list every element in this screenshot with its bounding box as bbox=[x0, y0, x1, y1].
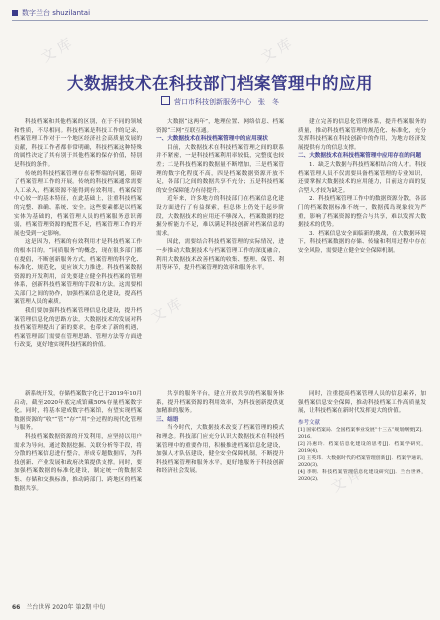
watermark: 文 库 bbox=[328, 465, 365, 496]
paragraph: 新系统开发，存储档案数字化已于2019年10月启动，截至2020年底完成馆藏50%存量档案数字化。同时，将基本建成数字档案馆，有望实现档案数据资源的“收”“管”“存”“用”全过程的现代化管理与服务。 bbox=[14, 391, 142, 432]
paragraph: 因此，需要结合科技档案管理的实际情况，进一步推动大数据技术与档案管理工作的深度融合，利用大数据技术改善档案的收集、整理、保管、利用等环节，提升档案管理的效率和服务水平。 bbox=[156, 239, 284, 272]
column-1 bbox=[14, 118, 142, 382]
section-heading: 三、结语 bbox=[156, 416, 179, 423]
paragraph: 当今时代，大数据技术改变了档案管理的模式和理念。科技部门应充分认识大数据技术在科技档案管理中的重要作用，积极推进档案信息化建设，加强人才队伍建设，健全安全保障机制，不断提升科技档案管理和服务水平，更好地服务于科技创新和经济社会发展。 bbox=[156, 425, 284, 475]
journal-info: 兰台世界 2020年 第2期 中旬 bbox=[26, 604, 106, 611]
paragraph: 3．档案信息安全面临新的挑战，在大数据环境下，科技档案数据的存储、传输和利用过程中存在安全风险，需要建立健全安全保障机制。 bbox=[298, 230, 426, 254]
watermark: 文 库 bbox=[148, 295, 185, 326]
header-square-icon bbox=[12, 10, 18, 16]
paragraph: 建立完善的信息化管理体系，提升档案服务的质量，推动科技档案管理的规范化、标准化，充分发挥科技档案在科技创新中的作用，为地方经济发展提供有力的信息支撑。 bbox=[298, 119, 426, 151]
header-rule bbox=[12, 20, 428, 21]
author-box-icon bbox=[161, 96, 170, 105]
watermark: 文 库 bbox=[38, 35, 75, 66]
column-2 bbox=[156, 118, 284, 382]
author-text: 营口市科技创新服务中心 张 冬 bbox=[174, 98, 279, 106]
paragraph: 共享的服务平台，建立开放共享的档案服务体系，提升档案资源的利用效率，为科技创新提供更加精准的服务。 bbox=[156, 391, 284, 415]
paragraph: 我们要加强科技档案管理信息化建设，提升档案管理信息化的思路方法，大数据技术的发展对科技档案管理提出了新的要求，也带来了新的机遇，档案管理部门需要在管理思路、管理方法等方面进行改变，更好地实现科技档案的价值。 bbox=[14, 308, 142, 349]
column-2-lower bbox=[156, 390, 284, 590]
watermark: 文 库 bbox=[258, 35, 295, 66]
author-line bbox=[0, 96, 440, 107]
section-label: 数字兰台 shuzilantai bbox=[22, 9, 91, 17]
paragraph: 1．缺乏大数据与科技档案相结合的人才。科技档案管理人员不仅需要具备档案管理的专业知识，还要掌握大数据技术的应用能力，目前这方面的复合型人才较为缺乏。 bbox=[298, 161, 426, 194]
paragraph: 近年来，许多地方的科技部门在档案信息化建设方面进行了有益探索，但总体上仍处于起步阶段，大数据技术的应用还不够深入，档案数据的挖掘分析能力不足，难以满足科技创新对档案信息的需求。 bbox=[156, 196, 284, 237]
section-heading: 二、大数据技术在科技档案管理中应用存在的问题 bbox=[298, 153, 422, 160]
column-1-lower bbox=[14, 390, 142, 590]
paragraph: 目前，大数据技术在科技档案管理之间的联系并不紧密，一是科技档案利用率较低，完整度也较差；二是科技档案的数据量不断增加，三是档案管理的数字化程度不高，四是档案数据资源开放不足，各部门之间的数据共享不充分；五是科技档案的安全保障能力有待提升。 bbox=[156, 144, 284, 194]
paragraph: 大数据“这两年”，地理位置、网络信息、档案资源“三网”互联互通。 bbox=[156, 119, 284, 134]
column-3 bbox=[298, 118, 426, 382]
section-heading: 一、大数据技术在科技档案管理中的应用现状 bbox=[156, 136, 268, 143]
paragraph: 科技档案数据资源的开发利用，应坚持以用户需求为导向，通过数据挖掘、关联分析等手段，将分散的档案信息进行整合，形成专题数据库，为科技创新、产业发展和政府决策提供支撑。同时，要加强档案数据的标准化建设，制定统一的数据采集、存储和交换标准，推动跨部门、跨地区的档案数据共享。 bbox=[14, 433, 142, 492]
article-title: 大数据技术在科技部门档案管理中的应用 bbox=[67, 74, 373, 93]
paragraph: 传统的科技档案管理存在着弊端的问题，阻碍了档案管理工作的开展。传统的科技档案通常需要人工录入，档案资源不能得到有效利用，档案保管中心较一的基本特征，在此基础上，注重科技档案的完整、准确、系统、安全。这些要素都是以档案实体为基础的，档案管理人员的档案服务意识薄弱，档案管理资源的配置不足，档案管理工作的开展也受到一定影响。 bbox=[14, 170, 142, 237]
page-number: 66 bbox=[12, 604, 21, 611]
reference-item: [1] 国家档案局．全国档案事业发展“十三五”规划纲要[Z]．2016． bbox=[298, 427, 426, 440]
reference-item: [4] 李明．科技档案管理信息化建设研究[J]．兰台世界，2020(2)． bbox=[298, 469, 426, 482]
references-title: 参考文献 bbox=[298, 419, 321, 426]
paragraph: 2．科技档案管理工作中的数据资源分散，各部门的档案数据标准不统一，数据孤岛现象较为严重，影响了档案资源的整合与共享，难以发挥大数据技术的优势。 bbox=[298, 196, 426, 229]
references bbox=[298, 420, 426, 483]
reference-item: [2] 冯惠玲．档案信息化建设的思考[J]．档案学研究，2019(4)． bbox=[298, 441, 426, 454]
column-3-lower bbox=[298, 390, 426, 590]
paragraph: 这是因为，档案的有效利用才是科技档案工作的根本目的。“同质服务”的概念，现在很多部门都在提倡，不断创新服务方式，档案管理的科学化、标准化、规范化，更应该大力推进。科技档案数据资源的开发利用，首先要建立健全科技档案的管理体系，创新科技档案管理的手段和方法。这需要相关部门之间的协作，加强档案信息化建设，提高档案管理人员的素质。 bbox=[14, 239, 142, 306]
reference-item: [3] 王英玮．大数据时代的档案管理创新[J]．档案学通讯，2020(3)． bbox=[298, 455, 426, 468]
paragraph: 同时，注重提高档案管理人员的信息素养，加强档案信息安全保障，推动科技档案工作高质量发展，让科技档案在新时代发挥更大的价值。 bbox=[298, 391, 426, 415]
page-footer bbox=[12, 602, 428, 612]
paragraph: 科技档案和其他档案的区别，在于不同的领域和性质，不尽相同。科技档案是科技工作的记录，档案管理工作对于一个地区经济社会高质量发展的贡献，科技工作者都非常明确，科技档案这种特殊的属性决定了其有别于其他档案的保存价值，特别是科技的条件。 bbox=[14, 119, 142, 168]
